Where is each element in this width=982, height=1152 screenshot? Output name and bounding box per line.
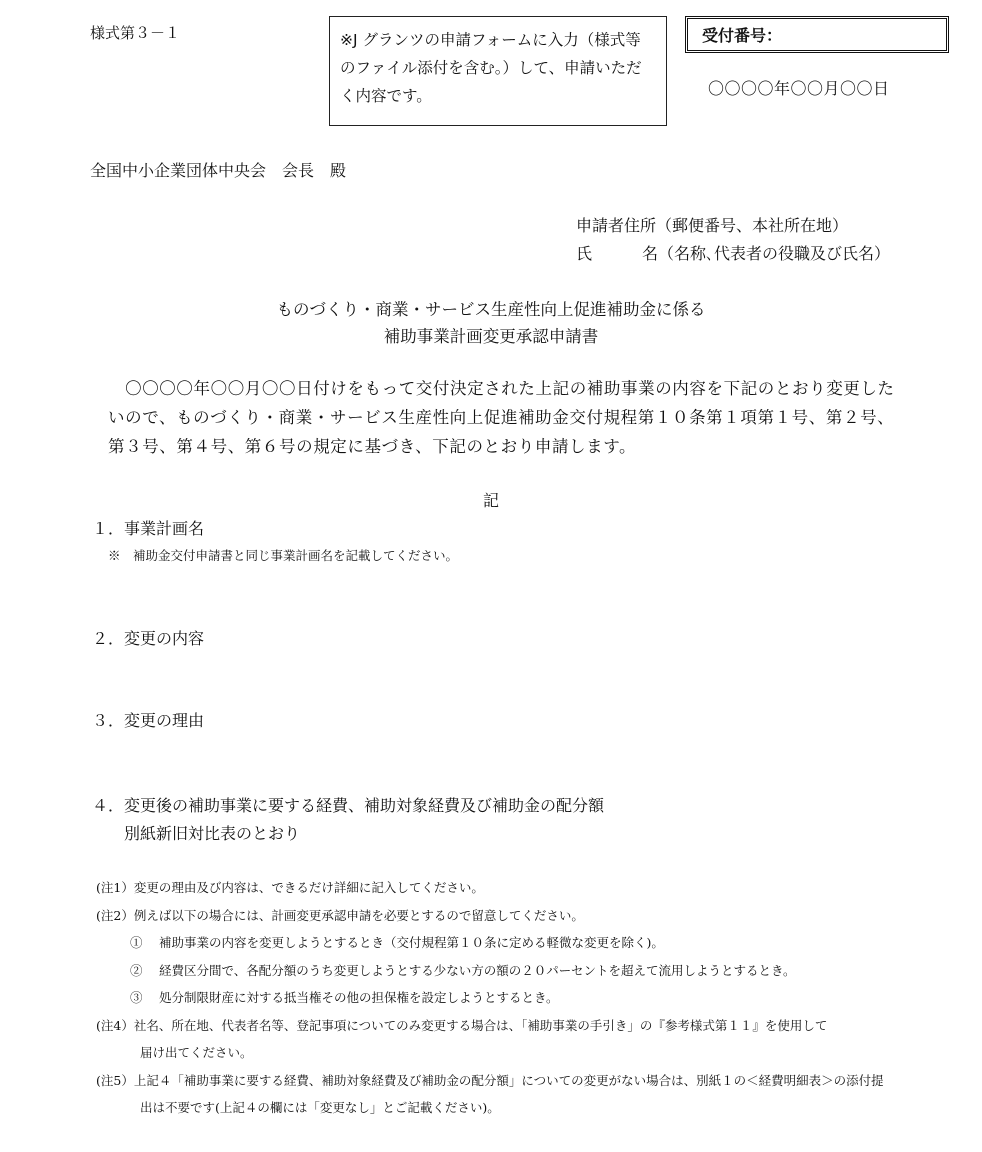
form-number: 様式第３－１ — [90, 24, 181, 42]
note-1: (注1）変更の理由及び内容は、できるだけ詳細に記入してください。 — [96, 880, 484, 895]
section-4-title: ４．変更後の補助事業に要する経費、補助対象経費及び補助金の配分額 — [92, 796, 605, 815]
applicant-name-row — [576, 240, 890, 268]
section-1-note: ※ 補助金交付申請書と同じ事業計画名を記載してください。 — [108, 548, 459, 563]
section-2-title: ２．変更の内容 — [92, 629, 205, 648]
section-3-title: ３．変更の理由 — [92, 711, 205, 730]
applicant-name-label-2: 名（名称､代表者の役職及び氏名） — [642, 244, 891, 263]
receipt-number-box — [685, 16, 949, 53]
ki-heading: 記 — [482, 491, 499, 510]
note-2-item-2: ② 経費区分間で、各配分額のうち変更しようとする少ない方の額の２０パーセントを超えて流用しようとするとき。 — [130, 962, 796, 978]
applicant-block — [576, 212, 890, 268]
addressee: 全国中小企業団体中央会 会長 殿 — [90, 161, 347, 180]
note-4-continued: 届け出てください。 — [140, 1045, 253, 1060]
note-2-item-1: ① 補助事業の内容を変更しようとするとき（交付規程第１０条に定める軽微な変更を除く)。 — [130, 935, 664, 950]
receipt-number-label: 受付番号： — [702, 26, 783, 45]
note-5-continued: 出は不要です(上記４の欄には「変更なし」とご記載ください)。 — [140, 1100, 500, 1115]
section-4 — [92, 792, 604, 848]
note-4: (注4）社名、所在地、代表者名等、登記事項についてのみ変更する場合は、「補助事業の手引き」の『参考様式第１１』を使用して — [96, 1017, 828, 1033]
applicant-name-label-1: 氏 — [576, 244, 593, 263]
title-line-1: ものづくり・商業・サービス生産性向上促進補助金に係る — [276, 300, 706, 319]
note-2: (注2）例えば以下の場合には、計画変更承認申請を必要とするので留意してください。 — [96, 907, 584, 923]
title-line-2: 補助事業計画変更承認申請書 — [383, 327, 599, 346]
document-date: 〇〇〇〇年〇〇月〇〇日 — [708, 79, 890, 98]
note-2-item-3: ③ 処分制限財産に対する抵当権その他の担保権を設定しようとするとき。 — [130, 990, 559, 1005]
section-4-line-2: 別紙新旧対比表のとおり — [124, 824, 301, 843]
notes-block — [96, 874, 884, 1122]
notice-box: ※J グランツの申請フォームに入力（様式等のファイル添付を含む。）して、申請いただく内容です。 — [329, 16, 667, 126]
section-1-title: １．事業計画名 — [92, 519, 205, 538]
note-5: (注5）上記４「補助事業に要する経費、補助対象経費及び補助金の配分額」についての変更がない場合は、別紙１の＜経費明細表＞の添付提 — [96, 1072, 884, 1088]
applicant-address-label: 申請者住所（郵便番号、本社所在地） — [576, 216, 849, 235]
body-paragraph: 〇〇〇〇年〇〇月〇〇日付けをもって交付決定された上記の補助事業の内容を下記のとおり変更したいので、ものづくり・商業・サービス生産性向上促進補助金交付規程第１０条第１項第１号、第２号、第３号、第４号、第６号の規定に基づき、下記のとおり申請します。 — [108, 379, 895, 456]
document-title — [0, 296, 982, 350]
